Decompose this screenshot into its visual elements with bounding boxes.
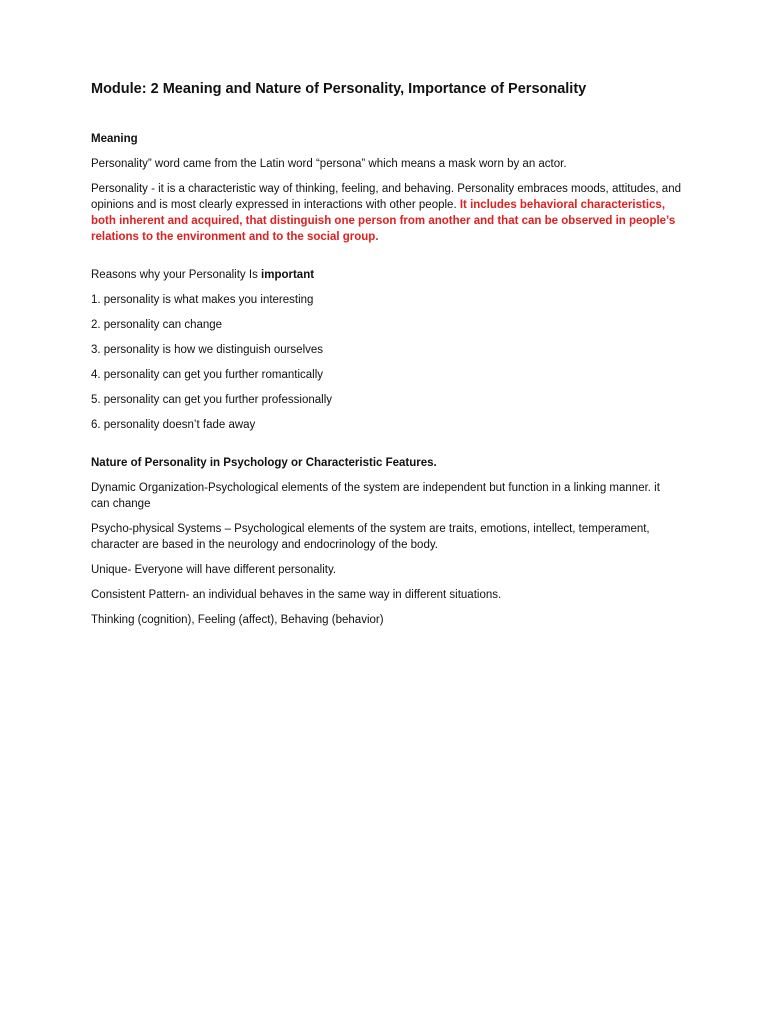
reason-item-1: 1. personality is what makes you interesting <box>91 294 314 306</box>
nature-item-dynamic-organization: Dynamic Organization-Psychological elements of the system are independent but function in a linking manner. it can change <box>91 482 660 510</box>
meaning-paragraph-2-highlight: It includes behavioral characteristics, both inherent and acquired, that distinguish one person from another and that can be observed in people’s relations to the environment and to the social group. <box>91 199 676 243</box>
reasons-heading-emphasis: important <box>261 269 315 281</box>
reason-item-5: 5. personality can get you further professionally <box>91 394 332 406</box>
section-spacer <box>91 442 681 456</box>
meaning-paragraph-2 <box>91 181 681 245</box>
nature-item-unique: Unique- Everyone will have different personality. <box>91 564 337 576</box>
document-content <box>91 80 681 637</box>
section-spacer <box>91 254 681 268</box>
meaning-paragraph-2-text: Personality - it is a characteristic way of thinking, feeling, and behaving. Personality embraces moods, attitudes, and opinions and is most clearly expressed in interactions with other people. <box>91 183 681 211</box>
reason-item-2: 2. personality can change <box>91 319 223 331</box>
nature-item-psycho-physical: Psycho-physical Systems – Psychological elements of the system are traits, emotions, intellect, temperament, character are based in the neurology and endocrinology of the body. <box>91 523 650 551</box>
reason-item-6: 6. personality doesn’t fade away <box>91 419 256 431</box>
nature-item-consistent-pattern: Consistent Pattern- an individual behaves in the same way in different situations. <box>91 589 502 601</box>
page-title: Module: 2 Meaning and Nature of Personality, Importance of Personality <box>91 81 587 97</box>
reason-item-4: 4. personality can get you further romantically <box>91 369 324 381</box>
meaning-paragraph-1: Personality” word came from the Latin word “persona” which means a mask worn by an actor. <box>91 158 567 170</box>
nature-item-thinking-feeling: Thinking (cognition), Feeling (affect), Behaving (behavior) <box>91 614 384 626</box>
reasons-heading-text: Reasons why your Personality Is <box>91 269 262 281</box>
reasons-heading <box>91 268 681 283</box>
reason-item-3: 3. personality is how we distinguish ourselves <box>91 344 324 356</box>
meaning-heading: Meaning <box>91 133 138 145</box>
nature-heading: Nature of Personality in Psychology or Characteristic Features. <box>91 457 437 469</box>
